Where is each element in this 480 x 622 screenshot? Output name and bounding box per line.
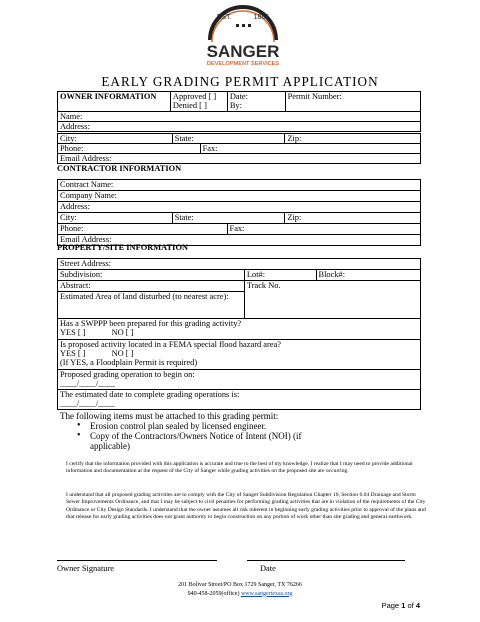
approval-date-label: Date: — [229, 92, 248, 101]
svg-text:EST. 1886 — [217, 14, 269, 21]
understand-paragraph: I understand that all proposed grading activities are to comply with the City of Sanger Subdivision Regulation Chapter 10, Section 6.04 Drainage and Storm Sewer Improvements Ordinance, and that I may be subject to civil penalties for performing grading activities that are in violation of the requirements of the City Ordinance or City Design Standards. I understand that the owner assumes all risk inherent in beginning early grading activities prior to approval of the plans and that release for early grading activities does not grant authority to begin construction on any portion of work other than site grading and general earthwork. — [66, 492, 426, 521]
logo-arch-icon — [188, 4, 298, 68]
complete-date-cell — [58, 390, 421, 410]
track-number-field[interactable]: Track No. — [244, 281, 420, 319]
swppp-no-checkbox[interactable]: NO [ ] — [111, 328, 134, 337]
approved-checkbox[interactable]: Approved [ ] — [172, 92, 217, 101]
contractor-address-field[interactable]: Address: — [58, 202, 421, 213]
fema-yes-checkbox[interactable]: YES [ ] — [60, 349, 86, 358]
attachments-section — [60, 411, 301, 451]
block-field[interactable]: Block#: — [316, 270, 420, 281]
page-indicator — [382, 601, 420, 610]
abstract-field[interactable]: Abstract: — [58, 281, 245, 292]
footer-address: 201 Bolivar Street/PO Box 1729 Sanger, TX 76266 — [178, 582, 302, 588]
page-current: 1 — [401, 601, 406, 610]
logo-name: SANGER — [206, 42, 280, 61]
property-table — [57, 258, 421, 410]
page-label: Page — [381, 601, 400, 610]
lot-field[interactable]: Lot#: — [244, 270, 316, 281]
subdivision-field[interactable]: Subdivision: — [58, 270, 245, 281]
complete-date-label: The estimated date to complete grading operations is: — [60, 390, 240, 399]
contractor-zip-field[interactable]: Zip: — [285, 213, 421, 224]
owner-name-field[interactable]: Name: — [58, 112, 421, 122]
begin-date-cell — [58, 370, 421, 390]
owner-phone-field[interactable]: Phone: — [58, 144, 201, 154]
fema-no-checkbox[interactable]: NO [ ] — [111, 349, 134, 358]
owner-table — [57, 91, 421, 132]
swppp-cell — [58, 319, 421, 340]
logo-year: 1886 — [253, 14, 270, 21]
approval-by-label: By: — [229, 101, 242, 110]
begin-date-field[interactable]: ____/____/____ — [60, 379, 115, 388]
page-total: 4 — [415, 601, 420, 610]
begin-date-label: Proposed grading operation to begin on: — [60, 370, 195, 379]
date-label: Date — [260, 564, 276, 573]
page-title: EARLY GRADING PERMIT APPLICATION — [101, 74, 379, 89]
property-heading: PROPERTY/SITE INFORMATION — [57, 243, 189, 252]
contractor-table — [57, 179, 421, 246]
swppp-question: Has a SWPPP been prepared for this grading activity? — [60, 319, 242, 328]
denied-checkbox[interactable]: Denied [ ] — [172, 101, 207, 110]
attachment-item: • Copy of the Contractors/Owners Notice of Intent (NOI) (if — [90, 431, 301, 441]
footer-website-link[interactable]: www.sangertexas.org — [240, 590, 293, 597]
owner-email-field[interactable]: Email Address: — [58, 154, 421, 164]
contractor-fax-field[interactable]: Fax: — [227, 224, 420, 235]
page-of: of — [407, 601, 414, 610]
date-by-cell — [227, 92, 285, 112]
contract-name-field[interactable]: Contract Name: — [58, 180, 421, 191]
owner-contact-table — [57, 133, 421, 164]
fema-question: Is proposed activity located in a FEMA special flood hazard area? — [60, 340, 281, 349]
owner-city-field[interactable]: City: — [58, 134, 173, 144]
owner-state-field[interactable]: State: — [172, 134, 285, 144]
owner-address-field[interactable]: Address: — [58, 122, 421, 132]
complete-date-field[interactable]: ____/____/____ — [60, 399, 115, 408]
street-address-field[interactable]: Street Address: — [58, 259, 421, 270]
certify-paragraph: I certify that the information provided with this application is accurate and true to the best of my knowledge. I realize that I may need to provide additional information and documentation at the request of the City of Sanger while grading activities on the proposed site are occurring. — [66, 461, 413, 475]
fema-note: (If YES, a Floodplain Permit is required) — [60, 358, 198, 367]
owner-signature-label: Owner Signature — [57, 564, 114, 573]
company-name-field[interactable]: Company Name: — [58, 191, 421, 202]
contractor-phone-field[interactable]: Phone: — [58, 224, 228, 235]
contractor-city-field[interactable]: City: — [58, 213, 173, 224]
owner-zip-field[interactable]: Zip: — [285, 134, 421, 144]
owner-fax-field[interactable]: Fax: — [200, 144, 420, 154]
sanger-logo — [188, 4, 298, 68]
approval-cell — [170, 92, 227, 112]
logo-subtitle: DEVELOPMENT SERVICES — [206, 61, 280, 67]
logo-est: EST. — [216, 14, 232, 21]
fema-cell — [58, 340, 421, 370]
permit-number-field[interactable]: Permit Number: — [285, 92, 420, 112]
owner-signature-line[interactable] — [57, 560, 217, 561]
attachment-item: • Erosion control plan sealed by licensed engineer. — [90, 421, 301, 431]
swppp-yes-checkbox[interactable]: YES [ ] — [60, 328, 86, 337]
contractor-email-field[interactable]: Email Address: — [58, 235, 421, 246]
attachment-item-continued: applicable) — [90, 441, 130, 451]
area-disturbed-field[interactable]: Estimated Area of land disturbed (to nearest acre): — [58, 292, 245, 319]
contractor-state-field[interactable]: State: — [172, 213, 285, 224]
contractor-heading: CONTRACTOR INFORMATION — [57, 164, 182, 173]
date-signature-line[interactable] — [247, 560, 405, 561]
owner-heading: OWNER INFORMATION — [58, 92, 171, 112]
attachments-intro: The following items must be attached to this grading permit: — [60, 411, 279, 421]
footer-phone: 940-458-2059(office) — [187, 590, 240, 597]
footer — [0, 581, 480, 598]
